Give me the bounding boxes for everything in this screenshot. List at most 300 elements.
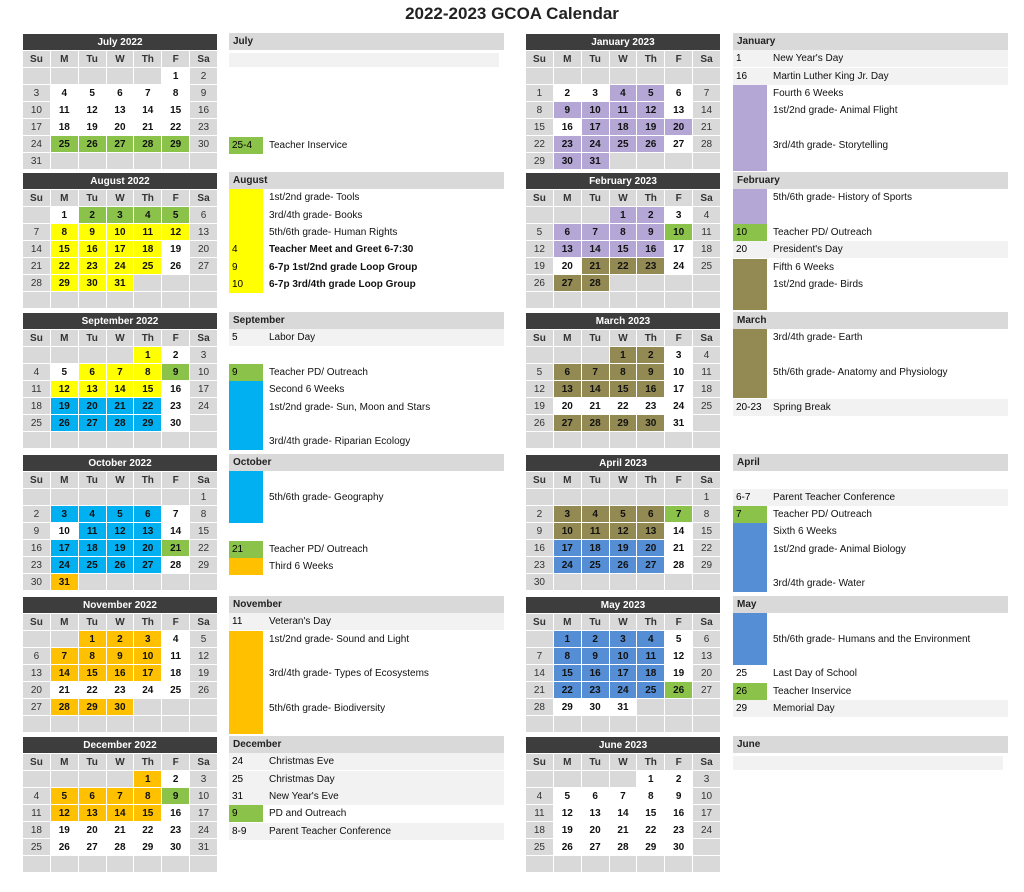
day-cell[interactable]: 18 — [162, 665, 190, 682]
day-cell[interactable]: 19 — [162, 241, 190, 258]
day-cell[interactable]: 10 — [23, 102, 51, 119]
day-cell[interactable]: 21 — [581, 398, 609, 415]
day-cell[interactable]: 28 — [162, 557, 190, 574]
day-cell[interactable]: 10 — [581, 102, 609, 119]
day-cell[interactable]: 16 — [526, 540, 554, 557]
day-cell[interactable]: 24 — [190, 822, 218, 839]
day-cell[interactable]: 29 — [134, 839, 162, 856]
day-cell[interactable]: 27 — [581, 839, 609, 856]
day-cell[interactable]: 13 — [106, 102, 134, 119]
day-cell[interactable]: 11 — [609, 102, 637, 119]
day-cell[interactable]: 12 — [637, 102, 665, 119]
day-cell[interactable]: 20 — [134, 540, 162, 557]
day-cell[interactable]: 12 — [553, 805, 581, 822]
day-cell[interactable]: 12 — [78, 102, 106, 119]
day-cell[interactable]: 25 — [609, 136, 637, 153]
day-cell[interactable]: 23 — [106, 682, 134, 699]
day-cell[interactable]: 17 — [134, 665, 162, 682]
day-cell[interactable]: 9 — [162, 364, 190, 381]
day-cell[interactable]: 3 — [23, 85, 51, 102]
day-cell[interactable]: 27 — [106, 136, 134, 153]
day-cell[interactable]: 19 — [526, 258, 554, 275]
day-cell[interactable]: 12 — [609, 523, 637, 540]
day-cell[interactable]: 10 — [553, 523, 581, 540]
day-cell[interactable]: 5 — [553, 788, 581, 805]
day-cell[interactable]: 3 — [693, 771, 721, 788]
day-cell[interactable]: 13 — [665, 102, 693, 119]
day-cell[interactable]: 10 — [693, 788, 721, 805]
day-cell[interactable]: 2 — [553, 85, 581, 102]
day-cell[interactable]: 26 — [50, 415, 78, 432]
day-cell[interactable]: 4 — [581, 506, 609, 523]
day-cell[interactable]: 31 — [23, 153, 51, 170]
day-cell[interactable]: 17 — [190, 381, 218, 398]
day-cell[interactable]: 19 — [637, 119, 665, 136]
day-cell[interactable]: 30 — [106, 699, 134, 716]
day-cell[interactable]: 9 — [637, 364, 665, 381]
day-cell[interactable]: 16 — [637, 241, 665, 258]
day-cell[interactable]: 15 — [190, 523, 218, 540]
day-cell[interactable]: 3 — [50, 506, 78, 523]
day-cell[interactable]: 4 — [134, 207, 162, 224]
day-cell[interactable]: 17 — [581, 119, 609, 136]
day-cell[interactable]: 9 — [637, 224, 665, 241]
day-cell[interactable]: 6 — [693, 631, 721, 648]
day-cell[interactable]: 2 — [637, 207, 665, 224]
day-cell[interactable]: 28 — [609, 839, 637, 856]
day-cell[interactable]: 18 — [581, 540, 609, 557]
day-cell[interactable]: 16 — [553, 119, 581, 136]
day-cell[interactable]: 13 — [581, 805, 609, 822]
day-cell[interactable]: 7 — [23, 224, 51, 241]
day-cell[interactable]: 26 — [637, 136, 665, 153]
day-cell[interactable]: 10 — [665, 364, 693, 381]
day-cell[interactable]: 6 — [134, 506, 162, 523]
day-cell[interactable]: 7 — [526, 648, 554, 665]
day-cell[interactable]: 27 — [637, 557, 665, 574]
day-cell[interactable]: 26 — [526, 275, 554, 292]
day-cell[interactable]: 3 — [134, 631, 162, 648]
day-cell[interactable]: 17 — [553, 540, 581, 557]
day-cell[interactable]: 9 — [190, 85, 218, 102]
day-cell[interactable]: 31 — [665, 415, 693, 432]
day-cell[interactable]: 14 — [665, 523, 693, 540]
day-cell[interactable]: 11 — [23, 805, 51, 822]
day-cell[interactable]: 23 — [162, 822, 190, 839]
day-cell[interactable]: 14 — [693, 102, 721, 119]
day-cell[interactable]: 1 — [162, 68, 190, 85]
day-cell[interactable]: 6 — [581, 788, 609, 805]
day-cell[interactable]: 7 — [162, 506, 190, 523]
day-cell[interactable]: 26 — [665, 682, 693, 699]
day-cell[interactable]: 3 — [190, 347, 218, 364]
day-cell[interactable]: 18 — [23, 822, 51, 839]
day-cell[interactable]: 15 — [609, 381, 637, 398]
day-cell[interactable]: 24 — [553, 557, 581, 574]
day-cell[interactable]: 15 — [162, 102, 190, 119]
day-cell[interactable]: 25 — [637, 682, 665, 699]
day-cell[interactable]: 6 — [665, 85, 693, 102]
day-cell[interactable]: 1 — [637, 771, 665, 788]
day-cell[interactable]: 1 — [553, 631, 581, 648]
day-cell[interactable]: 8 — [693, 506, 721, 523]
day-cell[interactable]: 5 — [190, 631, 218, 648]
day-cell[interactable]: 1 — [526, 85, 554, 102]
day-cell[interactable]: 22 — [609, 398, 637, 415]
day-cell[interactable]: 14 — [581, 241, 609, 258]
day-cell[interactable]: 16 — [637, 381, 665, 398]
day-cell[interactable]: 29 — [637, 839, 665, 856]
day-cell[interactable]: 3 — [190, 771, 218, 788]
day-cell[interactable]: 30 — [162, 839, 190, 856]
day-cell[interactable]: 29 — [50, 275, 78, 292]
day-cell[interactable]: 10 — [190, 788, 218, 805]
day-cell[interactable]: 4 — [609, 85, 637, 102]
day-cell[interactable]: 13 — [190, 224, 218, 241]
day-cell[interactable]: 23 — [78, 258, 106, 275]
day-cell[interactable]: 10 — [609, 648, 637, 665]
day-cell[interactable]: 23 — [190, 119, 218, 136]
day-cell[interactable]: 4 — [162, 631, 190, 648]
day-cell[interactable]: 6 — [78, 364, 106, 381]
day-cell[interactable]: 6 — [106, 85, 134, 102]
day-cell[interactable]: 28 — [693, 136, 721, 153]
day-cell[interactable]: 8 — [50, 224, 78, 241]
day-cell[interactable]: 20 — [637, 540, 665, 557]
day-cell[interactable]: 11 — [78, 523, 106, 540]
day-cell[interactable]: 18 — [609, 119, 637, 136]
day-cell[interactable]: 7 — [581, 364, 609, 381]
day-cell[interactable]: 20 — [190, 241, 218, 258]
day-cell[interactable]: 28 — [50, 699, 78, 716]
day-cell[interactable]: 1 — [50, 207, 78, 224]
day-cell[interactable]: 7 — [106, 788, 134, 805]
day-cell[interactable]: 9 — [581, 648, 609, 665]
day-cell[interactable]: 18 — [78, 540, 106, 557]
day-cell[interactable]: 27 — [78, 415, 106, 432]
day-cell[interactable]: 1 — [134, 771, 162, 788]
day-cell[interactable]: 26 — [106, 557, 134, 574]
day-cell[interactable]: 14 — [581, 381, 609, 398]
day-cell[interactable]: 9 — [526, 523, 554, 540]
day-cell[interactable]: 5 — [50, 364, 78, 381]
day-cell[interactable]: 12 — [190, 648, 218, 665]
day-cell[interactable]: 12 — [526, 381, 554, 398]
day-cell[interactable]: 27 — [553, 415, 581, 432]
day-cell[interactable]: 21 — [526, 682, 554, 699]
day-cell[interactable]: 1 — [609, 347, 637, 364]
day-cell[interactable]: 11 — [526, 805, 554, 822]
day-cell[interactable]: 25 — [526, 839, 554, 856]
day-cell[interactable]: 30 — [665, 839, 693, 856]
day-cell[interactable]: 10 — [50, 523, 78, 540]
day-cell[interactable]: 3 — [609, 631, 637, 648]
day-cell[interactable]: 26 — [190, 682, 218, 699]
day-cell[interactable]: 15 — [693, 523, 721, 540]
day-cell[interactable]: 29 — [609, 415, 637, 432]
day-cell[interactable]: 8 — [162, 85, 190, 102]
day-cell[interactable]: 29 — [162, 136, 190, 153]
day-cell[interactable]: 19 — [50, 398, 78, 415]
day-cell[interactable]: 9 — [106, 648, 134, 665]
day-cell[interactable]: 19 — [78, 119, 106, 136]
day-cell[interactable]: 1 — [609, 207, 637, 224]
day-cell[interactable]: 15 — [134, 381, 162, 398]
day-cell[interactable]: 22 — [609, 258, 637, 275]
day-cell[interactable]: 16 — [162, 805, 190, 822]
day-cell[interactable]: 28 — [134, 136, 162, 153]
day-cell[interactable]: 19 — [106, 540, 134, 557]
day-cell[interactable]: 16 — [581, 665, 609, 682]
day-cell[interactable]: 31 — [50, 574, 78, 591]
day-cell[interactable]: 24 — [665, 258, 693, 275]
day-cell[interactable]: 5 — [106, 506, 134, 523]
day-cell[interactable]: 7 — [581, 224, 609, 241]
day-cell[interactable]: 4 — [693, 347, 721, 364]
day-cell[interactable]: 19 — [526, 398, 554, 415]
day-cell[interactable]: 6 — [553, 224, 581, 241]
day-cell[interactable]: 9 — [23, 523, 51, 540]
day-cell[interactable]: 4 — [693, 207, 721, 224]
day-cell[interactable]: 2 — [78, 207, 106, 224]
day-cell[interactable]: 13 — [553, 381, 581, 398]
day-cell[interactable]: 13 — [553, 241, 581, 258]
day-cell[interactable]: 25 — [23, 839, 51, 856]
day-cell[interactable]: 28 — [23, 275, 51, 292]
day-cell[interactable]: 1 — [693, 489, 721, 506]
day-cell[interactable]: 18 — [23, 398, 51, 415]
day-cell[interactable]: 12 — [50, 805, 78, 822]
day-cell[interactable]: 8 — [609, 364, 637, 381]
day-cell[interactable]: 23 — [665, 822, 693, 839]
day-cell[interactable]: 11 — [162, 648, 190, 665]
day-cell[interactable]: 24 — [693, 822, 721, 839]
day-cell[interactable]: 5 — [526, 364, 554, 381]
day-cell[interactable]: 2 — [637, 347, 665, 364]
day-cell[interactable]: 18 — [637, 665, 665, 682]
day-cell[interactable]: 4 — [23, 364, 51, 381]
day-cell[interactable]: 30 — [23, 574, 51, 591]
day-cell[interactable]: 20 — [23, 682, 51, 699]
day-cell[interactable]: 25 — [693, 398, 721, 415]
day-cell[interactable]: 30 — [637, 415, 665, 432]
day-cell[interactable]: 22 — [134, 822, 162, 839]
day-cell[interactable]: 21 — [693, 119, 721, 136]
day-cell[interactable]: 29 — [190, 557, 218, 574]
day-cell[interactable]: 28 — [581, 275, 609, 292]
day-cell[interactable]: 24 — [190, 398, 218, 415]
day-cell[interactable]: 28 — [106, 415, 134, 432]
day-cell[interactable]: 4 — [637, 631, 665, 648]
day-cell[interactable]: 15 — [134, 805, 162, 822]
day-cell[interactable]: 20 — [553, 398, 581, 415]
day-cell[interactable]: 16 — [162, 381, 190, 398]
day-cell[interactable]: 19 — [50, 822, 78, 839]
day-cell[interactable]: 2 — [162, 771, 190, 788]
day-cell[interactable]: 15 — [50, 241, 78, 258]
day-cell[interactable]: 11 — [134, 224, 162, 241]
day-cell[interactable]: 15 — [553, 665, 581, 682]
day-cell[interactable]: 15 — [526, 119, 554, 136]
day-cell[interactable]: 26 — [553, 839, 581, 856]
day-cell[interactable]: 25 — [78, 557, 106, 574]
day-cell[interactable]: 19 — [553, 822, 581, 839]
day-cell[interactable]: 25 — [693, 258, 721, 275]
day-cell[interactable]: 11 — [23, 381, 51, 398]
day-cell[interactable]: 27 — [693, 682, 721, 699]
day-cell[interactable]: 8 — [134, 788, 162, 805]
day-cell[interactable]: 24 — [665, 398, 693, 415]
day-cell[interactable]: 12 — [162, 224, 190, 241]
day-cell[interactable]: 7 — [50, 648, 78, 665]
day-cell[interactable]: 1 — [190, 489, 218, 506]
day-cell[interactable]: 23 — [637, 398, 665, 415]
day-cell[interactable]: 24 — [106, 258, 134, 275]
day-cell[interactable]: 21 — [134, 119, 162, 136]
day-cell[interactable]: 18 — [50, 119, 78, 136]
day-cell[interactable]: 27 — [553, 275, 581, 292]
day-cell[interactable]: 29 — [526, 153, 554, 170]
day-cell[interactable]: 1 — [78, 631, 106, 648]
day-cell[interactable]: 8 — [609, 224, 637, 241]
day-cell[interactable]: 27 — [23, 699, 51, 716]
day-cell[interactable]: 2 — [162, 347, 190, 364]
day-cell[interactable]: 8 — [134, 364, 162, 381]
day-cell[interactable]: 18 — [526, 822, 554, 839]
day-cell[interactable]: 22 — [50, 258, 78, 275]
day-cell[interactable]: 22 — [637, 822, 665, 839]
day-cell[interactable]: 1 — [134, 347, 162, 364]
day-cell[interactable]: 20 — [553, 258, 581, 275]
day-cell[interactable]: 23 — [553, 136, 581, 153]
day-cell[interactable]: 7 — [693, 85, 721, 102]
day-cell[interactable]: 21 — [609, 822, 637, 839]
day-cell[interactable]: 2 — [665, 771, 693, 788]
day-cell[interactable]: 28 — [526, 699, 554, 716]
day-cell[interactable]: 21 — [106, 398, 134, 415]
day-cell[interactable]: 26 — [78, 136, 106, 153]
day-cell[interactable]: 26 — [162, 258, 190, 275]
day-cell[interactable]: 5 — [609, 506, 637, 523]
day-cell[interactable]: 16 — [665, 805, 693, 822]
day-cell[interactable]: 17 — [665, 241, 693, 258]
day-cell[interactable]: 21 — [23, 258, 51, 275]
day-cell[interactable]: 22 — [134, 398, 162, 415]
day-cell[interactable]: 5 — [637, 85, 665, 102]
day-cell[interactable]: 29 — [693, 557, 721, 574]
day-cell[interactable]: 23 — [162, 398, 190, 415]
day-cell[interactable]: 25 — [162, 682, 190, 699]
day-cell[interactable]: 26 — [609, 557, 637, 574]
day-cell[interactable]: 12 — [50, 381, 78, 398]
day-cell[interactable]: 29 — [78, 699, 106, 716]
day-cell[interactable]: 29 — [134, 415, 162, 432]
day-cell[interactable]: 15 — [78, 665, 106, 682]
day-cell[interactable]: 30 — [553, 153, 581, 170]
day-cell[interactable]: 14 — [162, 523, 190, 540]
day-cell[interactable]: 2 — [190, 68, 218, 85]
day-cell[interactable]: 6 — [23, 648, 51, 665]
day-cell[interactable]: 11 — [693, 224, 721, 241]
day-cell[interactable]: 4 — [23, 788, 51, 805]
day-cell[interactable]: 28 — [581, 415, 609, 432]
day-cell[interactable]: 9 — [78, 224, 106, 241]
day-cell[interactable]: 15 — [609, 241, 637, 258]
day-cell[interactable]: 29 — [553, 699, 581, 716]
day-cell[interactable]: 30 — [581, 699, 609, 716]
day-cell[interactable]: 28 — [106, 839, 134, 856]
day-cell[interactable]: 23 — [637, 258, 665, 275]
day-cell[interactable]: 27 — [78, 839, 106, 856]
day-cell[interactable]: 16 — [78, 241, 106, 258]
day-cell[interactable]: 3 — [665, 347, 693, 364]
day-cell[interactable]: 14 — [134, 102, 162, 119]
day-cell[interactable]: 17 — [106, 241, 134, 258]
day-cell[interactable]: 14 — [23, 241, 51, 258]
day-cell[interactable]: 19 — [190, 665, 218, 682]
day-cell[interactable]: 5 — [50, 788, 78, 805]
day-cell[interactable]: 5 — [78, 85, 106, 102]
day-cell[interactable]: 12 — [526, 241, 554, 258]
day-cell[interactable]: 17 — [693, 805, 721, 822]
day-cell[interactable]: 3 — [106, 207, 134, 224]
day-cell[interactable]: 17 — [665, 381, 693, 398]
day-cell[interactable]: 21 — [665, 540, 693, 557]
day-cell[interactable]: 16 — [23, 540, 51, 557]
day-cell[interactable]: 31 — [190, 839, 218, 856]
day-cell[interactable]: 13 — [693, 648, 721, 665]
day-cell[interactable]: 8 — [526, 102, 554, 119]
day-cell[interactable]: 14 — [609, 805, 637, 822]
day-cell[interactable]: 21 — [581, 258, 609, 275]
day-cell[interactable]: 24 — [50, 557, 78, 574]
day-cell[interactable]: 11 — [581, 523, 609, 540]
day-cell[interactable]: 25 — [134, 258, 162, 275]
day-cell[interactable]: 13 — [134, 523, 162, 540]
day-cell[interactable]: 13 — [78, 805, 106, 822]
day-cell[interactable]: 17 — [190, 805, 218, 822]
day-cell[interactable]: 11 — [693, 364, 721, 381]
day-cell[interactable]: 20 — [78, 822, 106, 839]
day-cell[interactable]: 4 — [50, 85, 78, 102]
day-cell[interactable]: 12 — [106, 523, 134, 540]
day-cell[interactable]: 26 — [50, 839, 78, 856]
day-cell[interactable]: 15 — [637, 805, 665, 822]
day-cell[interactable]: 22 — [526, 136, 554, 153]
day-cell[interactable]: 5 — [665, 631, 693, 648]
day-cell[interactable]: 6 — [553, 364, 581, 381]
day-cell[interactable]: 16 — [106, 665, 134, 682]
day-cell[interactable]: 30 — [526, 574, 554, 591]
day-cell[interactable]: 30 — [190, 136, 218, 153]
day-cell[interactable]: 7 — [665, 506, 693, 523]
day-cell[interactable]: 19 — [609, 540, 637, 557]
day-cell[interactable]: 10 — [665, 224, 693, 241]
day-cell[interactable]: 17 — [50, 540, 78, 557]
day-cell[interactable]: 8 — [78, 648, 106, 665]
day-cell[interactable]: 5 — [526, 224, 554, 241]
day-cell[interactable]: 3 — [665, 207, 693, 224]
day-cell[interactable]: 13 — [23, 665, 51, 682]
day-cell[interactable]: 10 — [190, 364, 218, 381]
day-cell[interactable]: 9 — [665, 788, 693, 805]
day-cell[interactable]: 7 — [134, 85, 162, 102]
day-cell[interactable]: 25 — [23, 415, 51, 432]
day-cell[interactable]: 21 — [162, 540, 190, 557]
day-cell[interactable]: 7 — [106, 364, 134, 381]
day-cell[interactable]: 10 — [106, 224, 134, 241]
day-cell[interactable]: 6 — [78, 788, 106, 805]
